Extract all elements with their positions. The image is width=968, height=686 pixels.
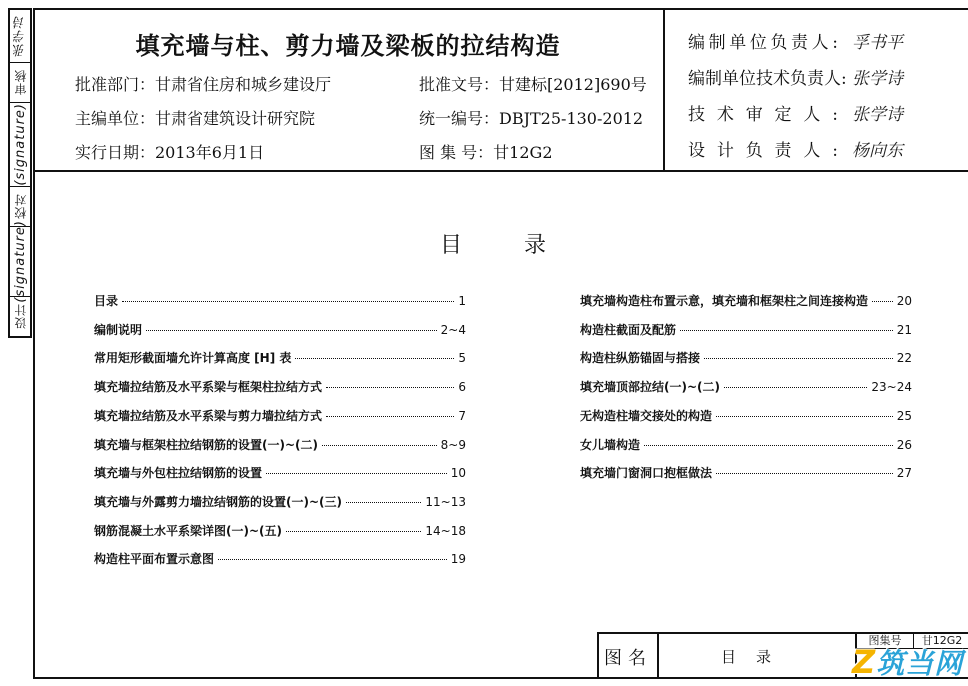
toc-title: 目录 [440, 233, 609, 258]
toc-entry-page: 5 [458, 351, 466, 366]
toc-entry-page: 14~18 [425, 523, 466, 538]
unified-number: 统一编号：DBJT25-130-2012 [419, 109, 644, 128]
toc-entry-page: 20 [896, 294, 912, 308]
strip-cell [10, 219, 30, 303]
toc-entry [94, 522, 466, 539]
toc-entry-title: 钢筋混凝土水平系梁详图(一)~(五) [94, 523, 282, 538]
toc-entry [94, 378, 466, 395]
toc-entry-title: 填充墙拉结筋及水平系梁与框架柱拉结方式 [94, 380, 323, 395]
toc-entry [94, 436, 466, 453]
toc-dot-leader [218, 559, 447, 560]
toc-entry-title: 填充墙与外露剪力墙拉结钢筋的设置(一)~(三) [94, 494, 342, 509]
toc-entry [94, 292, 466, 309]
toc-entry [580, 407, 912, 424]
toc-entry-title: 目录 [94, 294, 119, 308]
responsible-row [688, 100, 903, 125]
toc-entry-page: 21 [896, 322, 912, 337]
strip-cell [10, 10, 30, 63]
toc-dot-leader [322, 445, 437, 446]
strip-cell [10, 296, 30, 336]
toc-entry [94, 493, 466, 510]
toc-entry-title: 填充墙构造柱布置示意，填充墙和框架柱之间连接构造 [580, 294, 869, 308]
toc-entry-title: 构造柱纵筋锚固与搭接 [580, 351, 701, 366]
effective-date: 实行日期：2013年6月1日 [75, 143, 265, 162]
toc-entry [94, 550, 466, 567]
strip-signature-1: 张学诗 [12, 15, 28, 57]
approval-number: 批准文号：甘建标[2012]690号 [419, 75, 647, 94]
toc-dot-leader [326, 387, 454, 388]
toc-entry [580, 292, 912, 309]
toc-entry [580, 464, 912, 481]
toc-entry [94, 321, 466, 338]
responsible-label: 编制单位负责人: [688, 33, 838, 53]
watermark-z-icon: Z [852, 643, 877, 681]
toc-entry-page: 1 [458, 294, 466, 308]
toc-entry-title: 填充墙顶部拉结(一)~(二) [580, 380, 720, 395]
strip-cell [10, 102, 30, 187]
atlas-label: 图集号 [857, 634, 914, 649]
toc-dot-leader [704, 358, 893, 359]
header-divider [663, 8, 665, 172]
toc-entry [94, 464, 466, 481]
toc-entry [580, 378, 912, 395]
strip-label-design: 设计 [13, 303, 28, 329]
toc-dot-leader [146, 330, 437, 331]
toc-entry-page: 22 [896, 351, 912, 366]
toc-dot-leader [716, 416, 893, 417]
atlas-number: 图 集 号：甘12G2 [419, 143, 553, 162]
toc-entry [580, 321, 912, 338]
approval-dept: 批准部门：甘肃省住房和城乡建设厅 [75, 75, 332, 94]
responsible-signature: 孚书平 [852, 33, 903, 53]
toc-entry [94, 349, 466, 366]
responsible-row [688, 136, 903, 161]
toc-dot-leader [346, 502, 421, 503]
toc-entry-page: 27 [896, 466, 912, 481]
toc-entry-page: 19 [450, 552, 466, 567]
toc-entry-page: 23~24 [871, 380, 912, 395]
sign-strip [8, 8, 32, 338]
toc-entry-title: 填充墙与外包柱拉结钢筋的设置 [94, 466, 263, 481]
drawing-name: 目录 [657, 634, 857, 679]
toc-entry [94, 407, 466, 424]
toc-entry-page: 6 [458, 380, 466, 395]
toc-entry-page: 11~13 [425, 494, 466, 509]
responsible-label: 技术审定人: [688, 105, 838, 125]
responsible-signature: 张学诗 [852, 69, 903, 89]
toc-entry-page: 8~9 [440, 437, 466, 452]
toc-entry-title: 填充墙门窗洞口抱框做法 [580, 466, 713, 481]
responsible-label: 编制单位技术负责人: [688, 69, 847, 89]
toc-entry-page: 7 [458, 408, 466, 423]
editor-unit: 主编单位：甘肃省建筑设计研究院 [75, 109, 316, 128]
responsible-label: 设计负责人: [688, 141, 838, 161]
toc-entry-title: 编制说明 [94, 322, 143, 337]
toc-entry-page: 26 [896, 437, 912, 452]
toc-dot-leader [122, 301, 454, 302]
strip-label-review: 审核 [13, 69, 28, 95]
responsible-row [688, 28, 903, 53]
document-title: 填充墙与柱、剪力墙及梁板的拉结构造 [135, 32, 561, 60]
strip-signature-2: (signature) [12, 102, 28, 186]
toc-dot-leader [326, 416, 454, 417]
toc-dot-leader [680, 330, 893, 331]
toc-dot-leader [872, 301, 893, 302]
toc-dot-leader [286, 531, 421, 532]
atlas-value: 甘12G2 [914, 634, 968, 649]
toc-dot-leader [716, 473, 893, 474]
toc-dot-leader [266, 473, 447, 474]
toc-dot-leader [644, 445, 893, 446]
toc-entry-title: 无构造柱墙交接处的构造 [580, 408, 713, 423]
responsible-signature: 张学诗 [852, 105, 903, 125]
toc-entry-page: 25 [896, 408, 912, 423]
toc-entry-page: 10 [450, 466, 466, 481]
strip-signature-3: (signature) [12, 219, 28, 303]
toc-dot-leader [724, 387, 867, 388]
watermark-logo [852, 642, 963, 682]
toc-entry-page: 2~4 [440, 322, 466, 337]
strip-label-check: 校对 [13, 193, 28, 219]
toc-entry-title: 填充墙与框架柱拉结钢筋的设置(一)~(二) [94, 437, 318, 452]
toc-entry-title: 构造柱截面及配筋 [580, 322, 677, 337]
toc-entry-title: 女儿墙构造 [580, 437, 641, 452]
watermark-text: 筑当网 [876, 647, 964, 680]
toc-entry [580, 436, 912, 453]
toc-entry-title: 常用矩形截面墙允许计算高度 [H] 表 [94, 351, 292, 366]
toc-entry-title: 构造柱平面布置示意图 [94, 552, 215, 567]
toc-dot-leader [295, 358, 454, 359]
sheet-header [33, 8, 968, 172]
drawing-name-label: 图名 [599, 634, 659, 679]
strip-cell [10, 62, 30, 103]
responsible-row [688, 64, 903, 89]
toc-entry-title: 填充墙拉结筋及水平系梁与剪力墙拉结方式 [94, 408, 323, 423]
responsible-signature: 杨向东 [852, 141, 903, 161]
toc-entry [580, 349, 912, 366]
